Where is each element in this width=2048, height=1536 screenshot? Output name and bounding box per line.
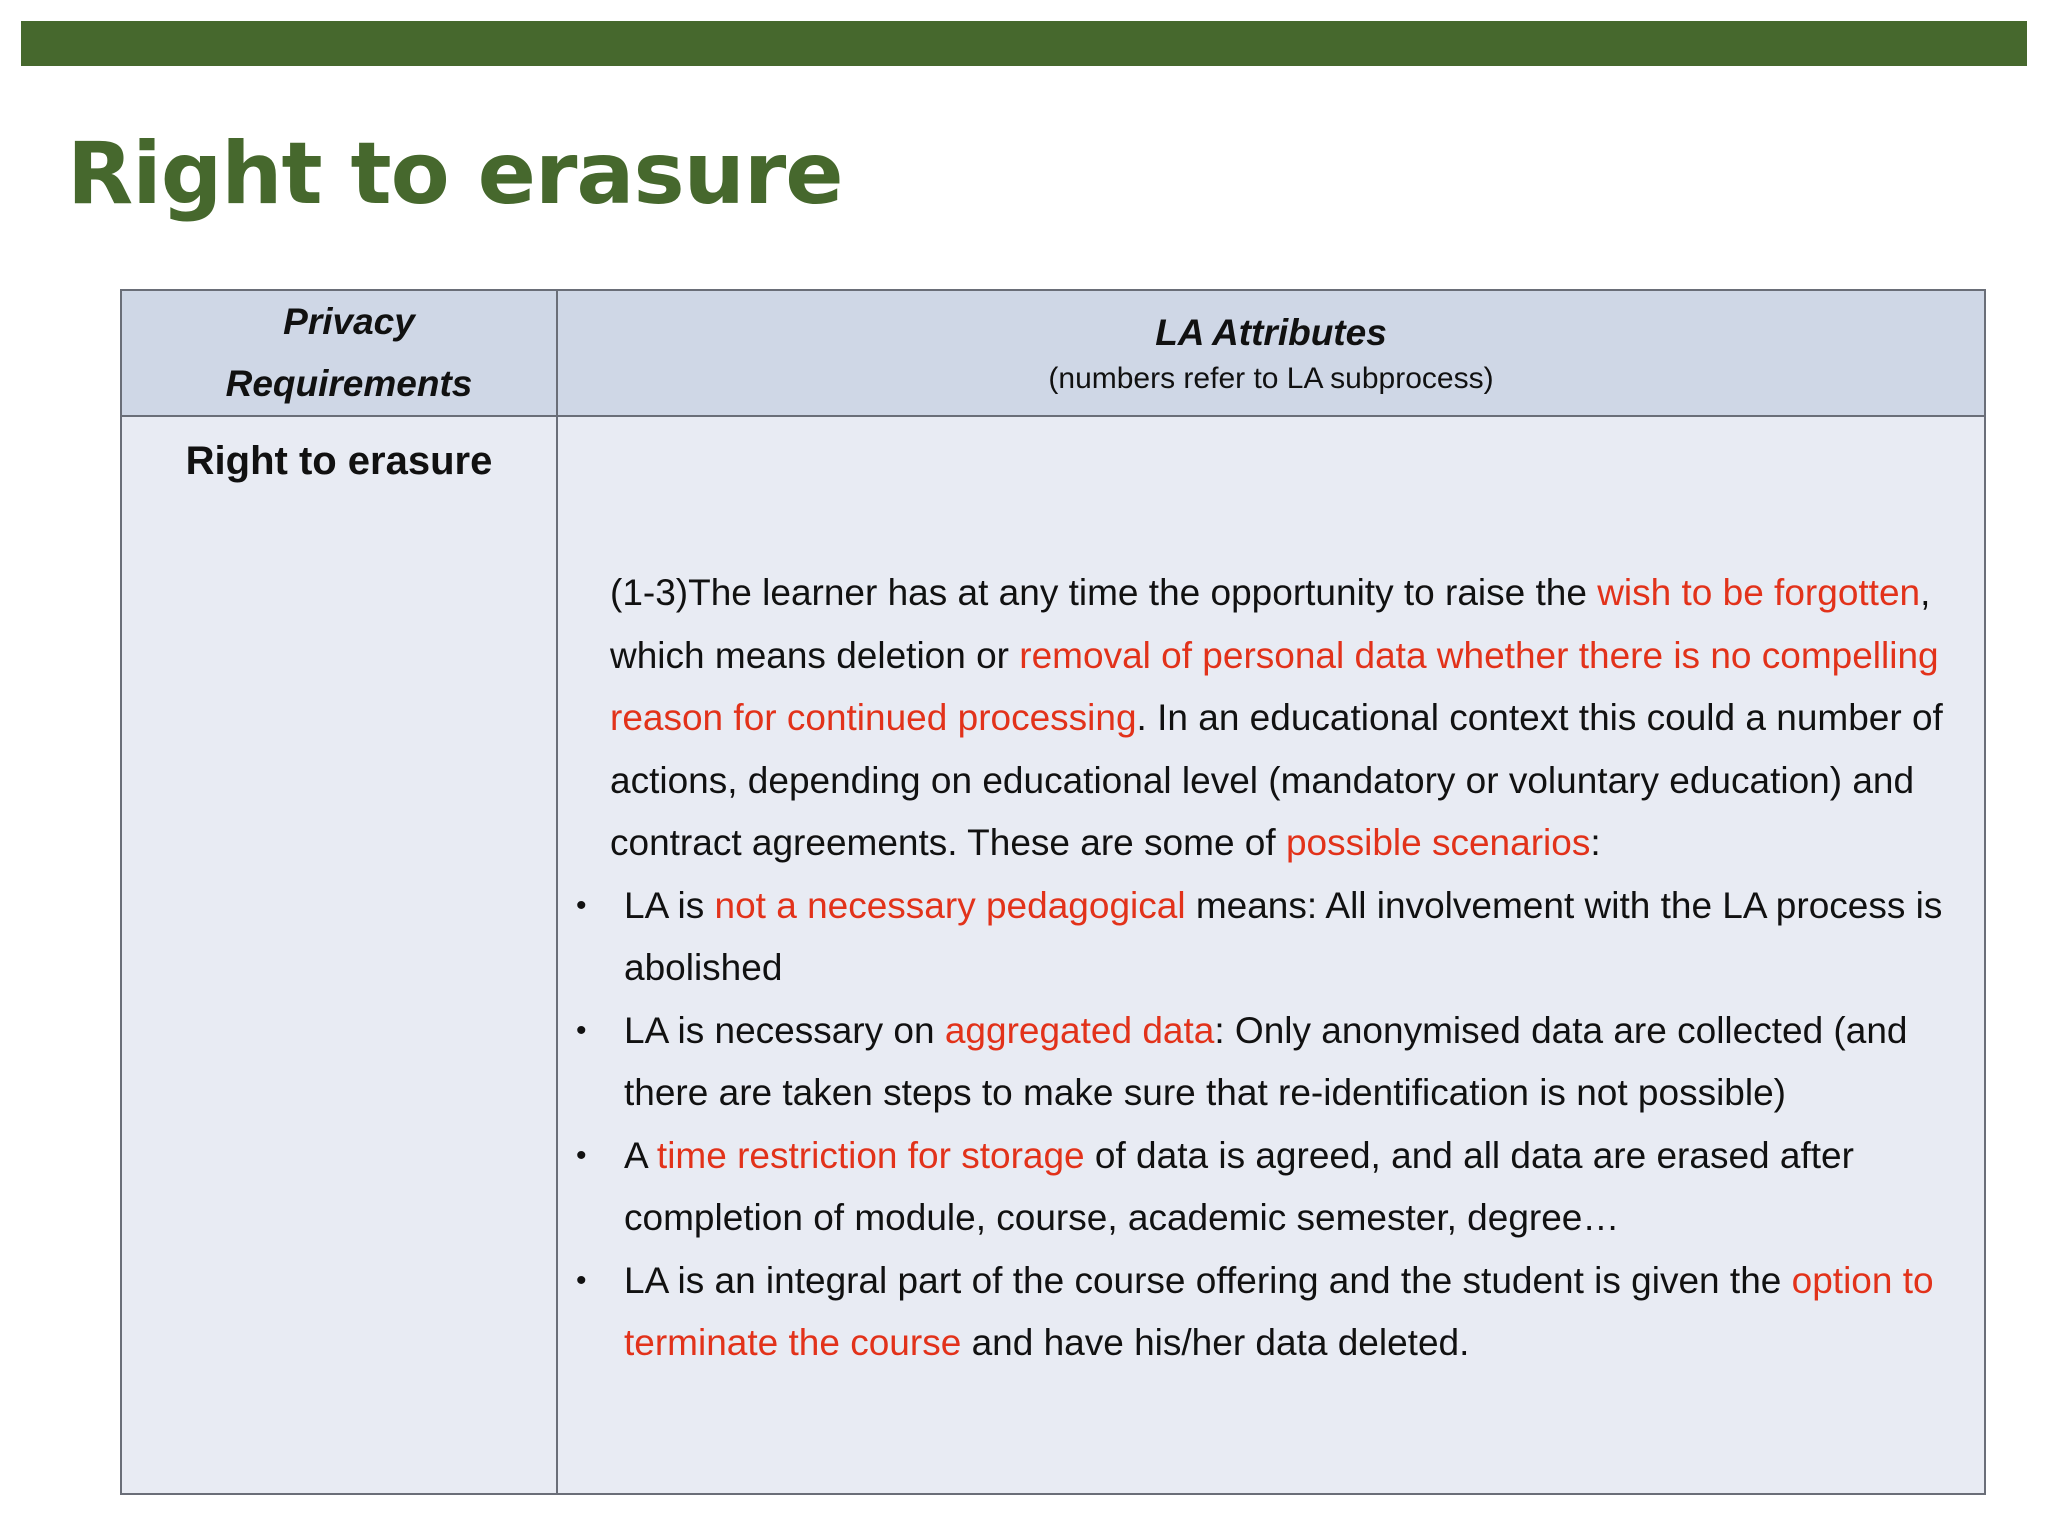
scenario-text: LA is an integral part of the course offering and the student is given the [624,1259,1792,1301]
attributes-text [558,562,1978,1375]
header-col1-line2: Requirements [225,363,473,404]
requirement-cell: Right to erasure [121,416,557,1494]
header-col2-subtitle: (numbers refer to LA subprocess) [1048,362,1494,395]
table-header-row [121,290,1985,416]
intro-text: (1-3)The learner has at any time the opportunity to raise the [610,572,1598,613]
scenario-highlight: time restriction for storage [656,1134,1085,1176]
scenario-highlight: not a necessary pedagogical [714,884,1186,926]
intro-paragraph [558,562,1978,875]
intro-highlight: wish to be forgotten [1597,572,1921,613]
scenario-text: means: All involvement with the LA process is abolished [624,884,1943,988]
attributes-cell [557,416,1985,1494]
scenario-text: and have his/her data deleted. [961,1322,1470,1363]
intro-text: , which means deletion or [610,572,1931,676]
scenario-highlight: option to terminate the course [624,1259,1934,1363]
scenario-text: LA is necessary on [624,1009,945,1051]
header-la-attributes [557,290,1985,416]
intro-highlight: possible scenarios [1285,822,1591,863]
intro-text: . In an educational context this could a number of actions, depending on educational level (mandatory or voluntary education) and contract agreements. These are some of [610,697,1943,863]
scenario-highlight: aggregated data [944,1009,1215,1051]
header-privacy-requirements [121,290,557,416]
scenario-text: LA is [624,884,715,926]
bullet-icon: • [576,888,587,922]
scenario-text: of data is agreed, and all data are erased after completion of module, course, academic semester, degree… [624,1134,1854,1238]
list-item [558,1250,1978,1375]
table-row [121,416,1985,1494]
scenario-list [558,875,1978,1375]
bullet-icon: • [576,1263,587,1297]
header-col2-title: LA Attributes [1155,312,1387,353]
list-item [558,1000,1978,1125]
list-item [558,875,1978,1000]
scenario-text: : Only anonymised data are collected (and there are taken steps to make sure that re-identification is not possible) [624,1009,1908,1113]
intro-highlight: removal of personal data whether there is no compelling reason for continued processing [610,634,1939,738]
intro-text: : [1590,822,1601,863]
list-item [558,1125,1978,1250]
bullet-icon: • [576,1013,587,1047]
top-accent-bar [21,21,2027,66]
slide-title: Right to erasure [67,124,843,224]
bullet-icon: • [576,1138,587,1172]
header-col1-line1: Privacy [283,301,415,342]
requirements-table [120,289,1986,1495]
scenario-text: A [624,1134,657,1176]
